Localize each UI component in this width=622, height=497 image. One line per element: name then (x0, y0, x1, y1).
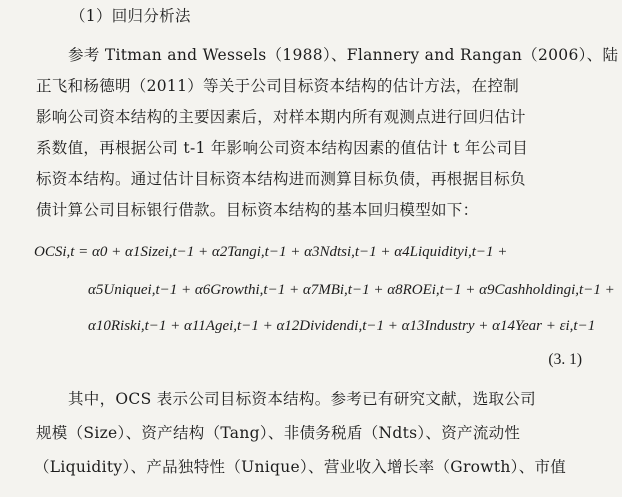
text-line: （Liquidity）、产品独特性（Unique）、营业收入增长率（Growth）、市值 (34, 458, 567, 476)
text-line: 参考 Titman and Wessels（1988）、Flannery and Rangan（2006）、陆 (68, 46, 619, 64)
text-line: 影响公司资本结构的主要因素后，对样本期内所有观测点进行回归估计 (36, 108, 526, 126)
text-line: 规模（Size）、资产结构（Tang）、非债务税盾（Ndts）、资产流动性 (36, 424, 521, 442)
text-line: 正飞和杨德明（2011）等关于公司目标资本结构的估计方法，在控制 (36, 77, 520, 95)
text-line: 其中，OCS 表示公司目标资本结构。参考已有研究文献，选取公司 (68, 390, 536, 408)
equation-line: OCSi,t = α0 + α1Sizei,t−1 + α2Tangi,t−1 + α3Ndtsi,t−1 + α4Liquidityi,t−1 + (34, 244, 508, 260)
equation-line: α5Uniquei,t−1 + α6Growthi,t−1 + α7MBi,t−1 + α8ROEi,t−1 + α9Cashholdingi,t−1 + (88, 282, 615, 298)
equation-number: (3. 1) (548, 351, 582, 368)
equation-line: α10Riski,t−1 + α11Agei,t−1 + α12Dividendi,t−1 + α13Industry + α14Year + εi,t−1 (88, 318, 596, 334)
text-line: 系数值，再根据公司 t-1 年影响公司资本结构因素的值估计 t 年公司目 (36, 139, 529, 157)
text-line: 债计算公司目标银行借款。目标资本结构的基本回归模型如下： (36, 201, 479, 219)
text-line: 标资本结构。通过估计目标资本结构进而测算目标负债，再根据目标负 (36, 170, 526, 188)
section-heading: （1）回归分析法 (70, 7, 191, 25)
